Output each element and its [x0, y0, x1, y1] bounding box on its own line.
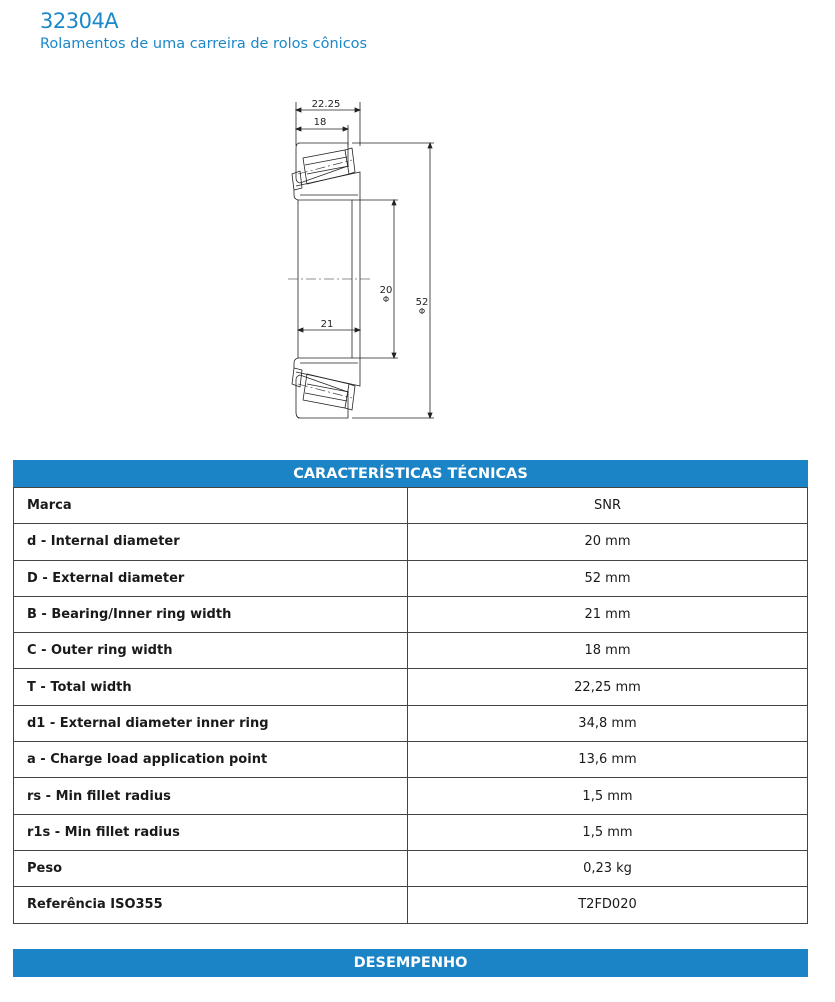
- spec-value: 52 mm: [408, 560, 808, 596]
- spec-value: 1,5 mm: [408, 778, 808, 814]
- spec-label: d - Internal diameter: [14, 524, 408, 560]
- spec-row: [14, 669, 808, 705]
- spec-row: [14, 778, 808, 814]
- performance-section-header: DESEMPENHO: [13, 949, 808, 977]
- spec-label: r1s - Min fillet radius: [14, 814, 408, 850]
- spec-value: 20 mm: [408, 524, 808, 560]
- spec-row: [14, 850, 808, 886]
- spec-value: 34,8 mm: [408, 705, 808, 741]
- spec-label: B - Bearing/Inner ring width: [14, 596, 408, 632]
- spec-value: 0,23 kg: [408, 850, 808, 886]
- spec-value: 1,5 mm: [408, 814, 808, 850]
- spec-value: T2FD020: [408, 887, 808, 923]
- dim-bore-symbol: Φ: [382, 295, 390, 304]
- product-title: 32304A: [40, 9, 119, 33]
- dim-inner-ring-width: 21: [320, 319, 334, 330]
- spec-label: C - Outer ring width: [14, 633, 408, 669]
- spec-value: 22,25 mm: [408, 669, 808, 705]
- spec-label: Referência ISO355: [14, 887, 408, 923]
- dim-outside-diameter: 52: [415, 297, 429, 308]
- spec-row: [14, 705, 808, 741]
- spec-row: [14, 488, 808, 524]
- spec-row: [14, 887, 808, 923]
- spec-label: D - External diameter: [14, 560, 408, 596]
- dim-bore: 20: [379, 285, 393, 296]
- specs-section-header: CARACTERÍSTICAS TÉCNICAS: [13, 460, 808, 488]
- spec-row: [14, 633, 808, 669]
- dim-outside-symbol: Φ: [418, 307, 426, 316]
- spec-label: a - Charge load application point: [14, 742, 408, 778]
- spec-value: 13,6 mm: [408, 742, 808, 778]
- specs-table: [13, 487, 808, 924]
- spec-label: Marca: [14, 488, 408, 524]
- spec-row: [14, 814, 808, 850]
- spec-label: Peso: [14, 850, 408, 886]
- spec-row: [14, 596, 808, 632]
- dim-total-width: 22.25: [311, 99, 341, 110]
- spec-row: [14, 560, 808, 596]
- spec-label: d1 - External diameter inner ring: [14, 705, 408, 741]
- product-subtitle: Rolamentos de uma carreira de rolos cônicos: [40, 36, 368, 52]
- spec-value: SNR: [408, 488, 808, 524]
- spec-label: rs - Min fillet radius: [14, 778, 408, 814]
- spec-value: 18 mm: [408, 633, 808, 669]
- spec-label: T - Total width: [14, 669, 408, 705]
- spec-row: [14, 742, 808, 778]
- dim-outer-ring-width: 18: [313, 117, 327, 128]
- spec-row: [14, 524, 808, 560]
- spec-value: 21 mm: [408, 596, 808, 632]
- bearing-technical-drawing: [280, 92, 440, 426]
